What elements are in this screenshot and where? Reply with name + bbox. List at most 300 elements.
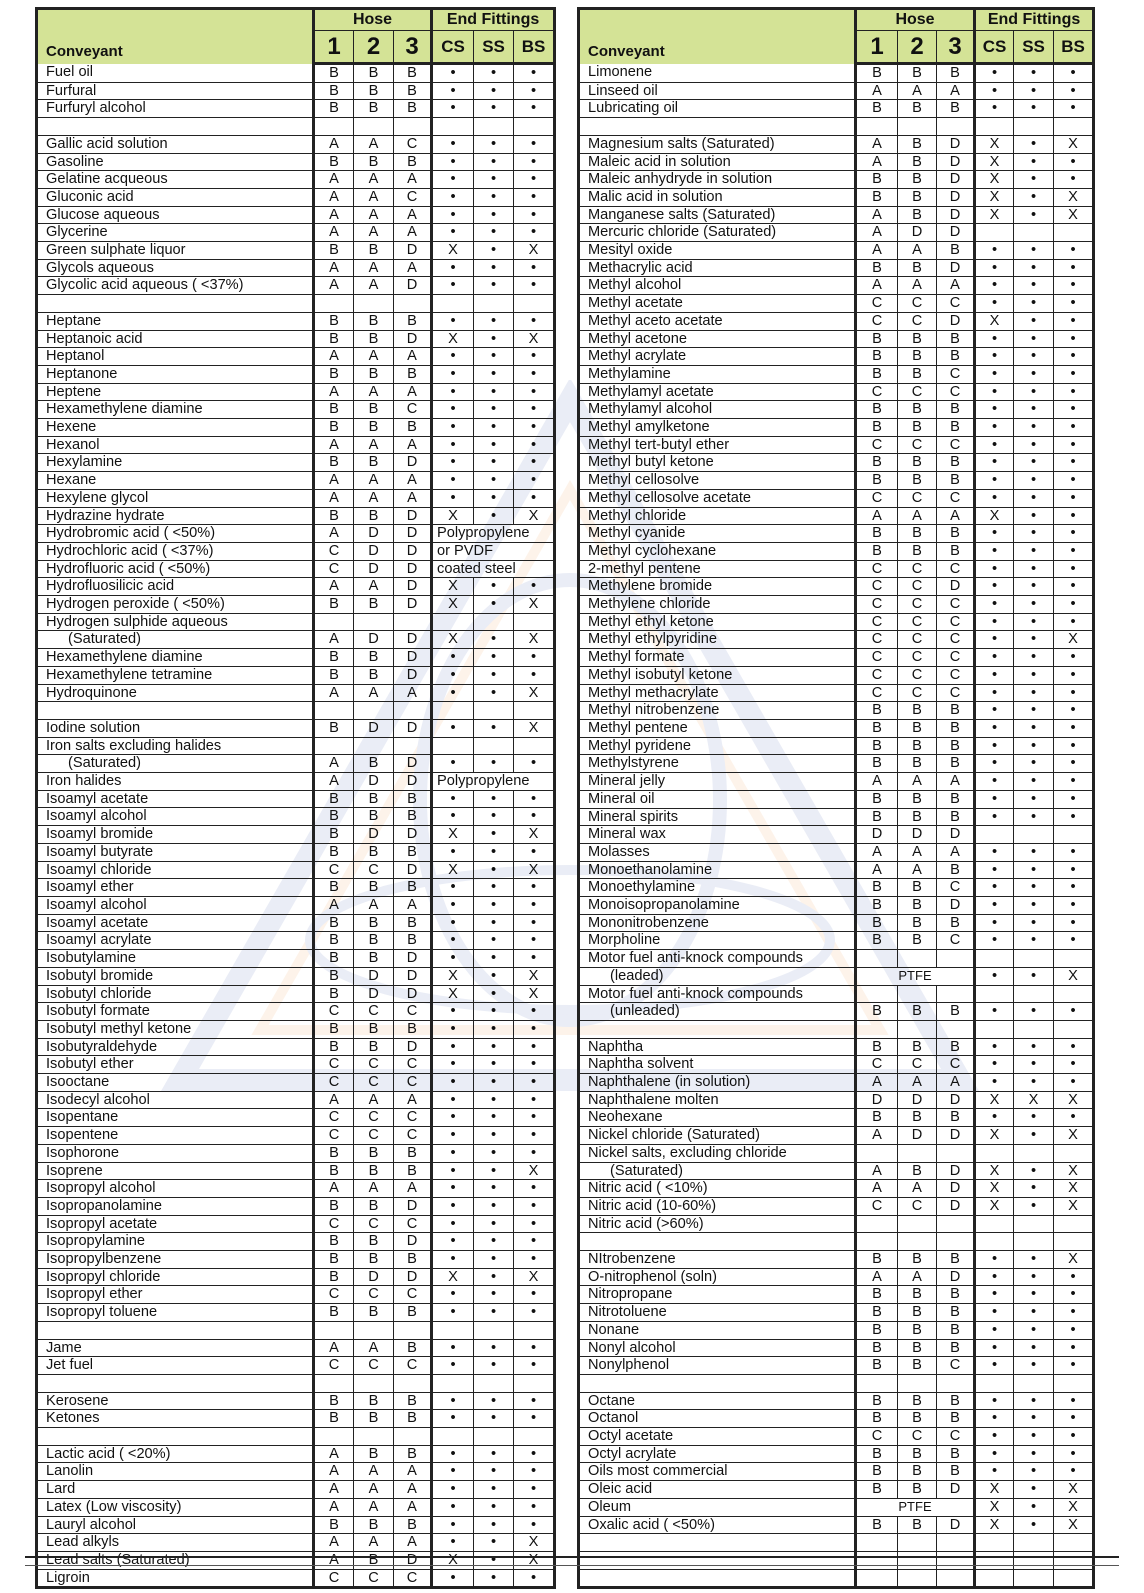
spacer-cell bbox=[975, 1569, 1014, 1588]
bs-fitting-cell: X bbox=[514, 507, 555, 525]
cs-fitting-cell: • bbox=[975, 879, 1014, 897]
end-fittings-header: End Fittings bbox=[432, 9, 555, 31]
hose-1-rating: B bbox=[314, 719, 354, 737]
hose-2-rating: A bbox=[354, 1534, 394, 1552]
ss-fitting-cell: • bbox=[1014, 578, 1054, 596]
conveyant-name: Glycerine bbox=[37, 224, 314, 242]
conveyant-name: Gallic acid solution bbox=[37, 135, 314, 153]
ss-fitting-cell: • bbox=[1014, 1074, 1054, 1092]
hose-1-rating: B bbox=[856, 542, 898, 560]
cs-fitting-cell: X bbox=[975, 1162, 1014, 1180]
hose-1-rating: A bbox=[314, 348, 354, 366]
hose-1-rating: B bbox=[856, 1445, 898, 1463]
hose-1-rating: B bbox=[314, 82, 354, 100]
hose-3-rating: B bbox=[937, 861, 975, 879]
hose-1-rating: C bbox=[856, 1056, 898, 1074]
hose-3-rating: B bbox=[394, 312, 432, 330]
hose-2-rating: C bbox=[898, 560, 937, 578]
ss-fitting-cell: • bbox=[474, 1534, 514, 1552]
hose-2-rating: B bbox=[354, 808, 394, 826]
hose-2-rating: C bbox=[898, 312, 937, 330]
hose-2-rating: A bbox=[354, 188, 394, 206]
hose-3-rating: C bbox=[937, 436, 975, 454]
hose-2-rating bbox=[354, 613, 394, 631]
hose-3-rating: C bbox=[394, 188, 432, 206]
cs-fitting-cell: • bbox=[975, 454, 1014, 472]
table-spacer-row bbox=[579, 1374, 1094, 1392]
ss-fitting-cell: • bbox=[1014, 1339, 1054, 1357]
ss-fitting-cell: • bbox=[474, 1162, 514, 1180]
hose-2-rating: B bbox=[354, 914, 394, 932]
bs-fitting-cell: • bbox=[1054, 1286, 1094, 1304]
cs-fitting-cell: • bbox=[432, 1109, 474, 1127]
bs-fitting-cell: • bbox=[514, 348, 555, 366]
hose-3-rating: C bbox=[394, 1074, 432, 1092]
hose-2-rating: A bbox=[354, 489, 394, 507]
table-row bbox=[579, 1091, 1094, 1109]
hose-1-rating: B bbox=[856, 1463, 898, 1481]
hose-3-rating: A bbox=[394, 1180, 432, 1198]
bs-fitting-cell: • bbox=[1054, 489, 1094, 507]
hose-2-rating: A bbox=[354, 578, 394, 596]
spacer-cell bbox=[37, 1374, 314, 1392]
hose-3-rating: A bbox=[394, 206, 432, 224]
table-row bbox=[37, 1197, 555, 1215]
hose-2-rating: B bbox=[354, 153, 394, 171]
bs-fitting-cell: • bbox=[514, 82, 555, 100]
conveyant-name: Lubricating oil bbox=[579, 100, 856, 118]
conveyant-name: Octyl acrylate bbox=[579, 1445, 856, 1463]
cs-fitting-cell: X bbox=[975, 171, 1014, 189]
conveyant-name: Isophorone bbox=[37, 1144, 314, 1162]
cs-fitting-cell: X bbox=[432, 1551, 474, 1569]
conveyant-name: Hydrofluosilicic acid bbox=[37, 578, 314, 596]
ss-fitting-cell: • bbox=[1014, 436, 1054, 454]
hose-2-rating: B bbox=[354, 365, 394, 383]
table-row bbox=[37, 1056, 555, 1074]
cs-header: CS bbox=[975, 31, 1014, 64]
ss-fitting-cell: • bbox=[474, 1233, 514, 1251]
conveyant-name: Hexylene glycol bbox=[37, 489, 314, 507]
hose-3-rating: B bbox=[937, 330, 975, 348]
conveyant-name: Mineral jelly bbox=[579, 773, 856, 791]
conveyant-name: Magnesium salts (Saturated) bbox=[579, 135, 856, 153]
bs-fitting-cell: • bbox=[1054, 525, 1094, 543]
ss-fitting-cell: • bbox=[474, 1268, 514, 1286]
hose-3-rating: D bbox=[394, 330, 432, 348]
hose-1-rating: B bbox=[314, 826, 354, 844]
spacer-cell bbox=[314, 1428, 354, 1446]
cs-fitting-cell: • bbox=[432, 719, 474, 737]
hose-3-rating: B bbox=[394, 1162, 432, 1180]
spacer-cell bbox=[37, 1428, 314, 1446]
hose-3-rating: B bbox=[394, 790, 432, 808]
hose-3-rating: A bbox=[394, 897, 432, 915]
hose-2-rating: A bbox=[898, 277, 937, 295]
ss-fitting-cell: • bbox=[1014, 277, 1054, 295]
bs-fitting-cell: X bbox=[514, 967, 555, 985]
ss-fitting-cell: • bbox=[474, 224, 514, 242]
bs-fitting-cell: • bbox=[514, 206, 555, 224]
table-row bbox=[579, 507, 1094, 525]
ss-fitting-cell bbox=[1014, 950, 1054, 968]
table-row bbox=[579, 790, 1094, 808]
ss-fitting-cell: • bbox=[1014, 967, 1054, 985]
hose-header: Hose bbox=[856, 9, 975, 31]
hose-1-rating: A bbox=[314, 489, 354, 507]
conveyant-name: Motor fuel anti-knock compounds bbox=[579, 985, 856, 1003]
hose-1-rating: B bbox=[856, 1038, 898, 1056]
bs-fitting-cell: • bbox=[514, 1233, 555, 1251]
hose-1-rating: B bbox=[314, 666, 354, 684]
hose-3-rating: D bbox=[394, 861, 432, 879]
hose-1-rating: A bbox=[856, 507, 898, 525]
hose-1-rating: A bbox=[314, 1339, 354, 1357]
ss-fitting-cell: • bbox=[1014, 1109, 1054, 1127]
hose-1-rating: B bbox=[856, 454, 898, 472]
hose-1-rating: B bbox=[314, 242, 354, 260]
hose-2-rating: A bbox=[898, 82, 937, 100]
table-row bbox=[579, 1003, 1094, 1021]
table-row bbox=[37, 1127, 555, 1145]
hose-1-rating: B bbox=[856, 365, 898, 383]
conveyant-name: Linseed oil bbox=[579, 82, 856, 100]
spacer-cell bbox=[314, 702, 354, 720]
spacer-cell bbox=[856, 1569, 898, 1588]
bs-fitting-cell: • bbox=[1054, 596, 1094, 614]
ss-fitting-cell bbox=[474, 613, 514, 631]
bs-fitting-cell: • bbox=[1054, 1003, 1094, 1021]
bs-fitting-cell: • bbox=[514, 135, 555, 153]
table-row bbox=[37, 206, 555, 224]
hose-2-rating: B bbox=[898, 525, 937, 543]
cs-fitting-cell: • bbox=[975, 100, 1014, 118]
hose-2-rating: B bbox=[354, 879, 394, 897]
ss-fitting-cell: • bbox=[1014, 720, 1054, 738]
conveyant-name: Methyl chloride bbox=[579, 507, 856, 525]
hose-3-rating: C bbox=[937, 631, 975, 649]
conveyant-name: Hexene bbox=[37, 419, 314, 437]
hose-1-rating: B bbox=[856, 472, 898, 490]
cs-fitting-cell: • bbox=[432, 472, 474, 490]
hose-1-rating: B bbox=[314, 401, 354, 419]
hose-3-rating: C bbox=[937, 489, 975, 507]
ss-fitting-cell: • bbox=[474, 1481, 514, 1499]
hose-2-rating: B bbox=[354, 1516, 394, 1534]
table-row bbox=[37, 1304, 555, 1322]
hose-3-rating: B bbox=[937, 1251, 975, 1269]
table-row bbox=[579, 1392, 1094, 1410]
cs-fitting-cell: • bbox=[432, 436, 474, 454]
bs-fitting-cell: • bbox=[514, 578, 555, 596]
hose-1-rating: B bbox=[314, 1162, 354, 1180]
hose-3-rating: B bbox=[394, 1410, 432, 1428]
cs-fitting-cell: • bbox=[432, 1197, 474, 1215]
table-row bbox=[37, 348, 555, 366]
conveyant-name: Hexamethylene tetramine bbox=[37, 666, 314, 684]
hose-1-rating: B bbox=[314, 1268, 354, 1286]
cs-fitting-cell: X bbox=[975, 153, 1014, 171]
table-row bbox=[579, 401, 1094, 419]
hose-1-rating: B bbox=[314, 967, 354, 985]
conveyant-name: Lauryl alcohol bbox=[37, 1516, 314, 1534]
cs-fitting-cell: • bbox=[432, 1569, 474, 1588]
bs-fitting-cell: X bbox=[514, 826, 555, 844]
ss-fitting-cell: • bbox=[1014, 1180, 1054, 1198]
hose-1-rating: A bbox=[314, 188, 354, 206]
conveyant-header: Conveyant bbox=[37, 9, 314, 64]
hose-2-rating: C bbox=[898, 1197, 937, 1215]
table-row bbox=[37, 649, 555, 667]
hose-3-rating: B bbox=[394, 1251, 432, 1269]
ss-fitting-cell: • bbox=[474, 1144, 514, 1162]
ss-fitting-cell: • bbox=[474, 826, 514, 844]
bs-fitting-cell: • bbox=[1054, 330, 1094, 348]
ss-fitting-cell: • bbox=[474, 1020, 514, 1038]
hose-3-rating: B bbox=[937, 472, 975, 490]
table-row bbox=[579, 1144, 1094, 1162]
hose-3-rating: C bbox=[937, 1428, 975, 1446]
table-row bbox=[37, 1215, 555, 1233]
cs-fitting-cell: • bbox=[975, 1268, 1014, 1286]
ss-fitting-cell: • bbox=[1014, 843, 1054, 861]
hose-3-rating: B bbox=[937, 1003, 975, 1021]
spacer-cell bbox=[354, 1374, 394, 1392]
bs-fitting-cell: • bbox=[514, 1074, 555, 1092]
conveyant-name: Nitric acid (>60%) bbox=[579, 1215, 856, 1233]
cs-fitting-cell: • bbox=[975, 348, 1014, 366]
ss-fitting-cell: • bbox=[474, 1197, 514, 1215]
table-row bbox=[37, 861, 555, 879]
hose-1-rating: A bbox=[314, 259, 354, 277]
bs-fitting-cell: • bbox=[1054, 613, 1094, 631]
hose-2-rating: C bbox=[898, 684, 937, 702]
hose-3-rating: D bbox=[394, 985, 432, 1003]
conveyant-name: Methyl isobutyl ketone bbox=[579, 666, 856, 684]
ss-fitting-cell: • bbox=[1014, 206, 1054, 224]
hose-3-rating: A bbox=[394, 1481, 432, 1499]
hose-3-rating: D bbox=[394, 1038, 432, 1056]
hose-3-rating: C bbox=[937, 666, 975, 684]
hose-3-rating: C bbox=[937, 649, 975, 667]
hose-1-rating: D bbox=[856, 826, 898, 844]
conveyant-name: Hydroquinone bbox=[37, 684, 314, 702]
ss-fitting-cell: • bbox=[474, 596, 514, 614]
hose-3-rating: C bbox=[394, 1056, 432, 1074]
fitting-note: or PVDF bbox=[432, 542, 555, 560]
table-row bbox=[579, 649, 1094, 667]
ss-fitting-cell: • bbox=[474, 1551, 514, 1569]
hose-col-1-header: 1 bbox=[314, 31, 354, 64]
ss-fitting-cell: • bbox=[474, 507, 514, 525]
table-row bbox=[37, 843, 555, 861]
hose-2-rating: A bbox=[354, 348, 394, 366]
hose-3-rating: D bbox=[394, 1551, 432, 1569]
hose-3-rating: B bbox=[937, 1339, 975, 1357]
bs-fitting-cell: • bbox=[514, 1127, 555, 1145]
conveyant-name: Hexane bbox=[37, 472, 314, 490]
hose-3-rating: D bbox=[937, 188, 975, 206]
table-row bbox=[37, 1569, 555, 1588]
bs-fitting-cell: • bbox=[514, 365, 555, 383]
cs-fitting-cell: X bbox=[975, 1481, 1014, 1499]
bs-fitting-cell: • bbox=[514, 1498, 555, 1516]
cs-fitting-cell: • bbox=[432, 1215, 474, 1233]
ss-fitting-cell: • bbox=[1014, 1056, 1054, 1074]
hose-3-rating: D bbox=[937, 259, 975, 277]
hose-1-rating: A bbox=[314, 1091, 354, 1109]
bs-fitting-cell: • bbox=[1054, 1109, 1094, 1127]
ss-fitting-cell bbox=[1014, 1215, 1054, 1233]
hose-2-rating: B bbox=[898, 64, 937, 83]
cs-fitting-cell: X bbox=[432, 967, 474, 985]
cs-fitting-cell: • bbox=[432, 950, 474, 968]
hose-2-rating: C bbox=[898, 631, 937, 649]
table-row bbox=[37, 1286, 555, 1304]
table-row bbox=[579, 419, 1094, 437]
hose-1-rating: C bbox=[856, 596, 898, 614]
cs-fitting-cell: • bbox=[432, 1286, 474, 1304]
conveyant-name: Heptene bbox=[37, 383, 314, 401]
ss-fitting-cell: • bbox=[1014, 171, 1054, 189]
hose-3-rating: A bbox=[394, 436, 432, 454]
conveyant-name: Isobutylamine bbox=[37, 950, 314, 968]
compatibility-table-left bbox=[35, 7, 556, 1589]
table-row bbox=[579, 720, 1094, 738]
conveyant-name: Oxalic acid ( <50%) bbox=[579, 1516, 856, 1534]
hose-1-rating: B bbox=[314, 932, 354, 950]
bs-fitting-cell: X bbox=[1054, 206, 1094, 224]
bs-header: BS bbox=[514, 31, 555, 64]
table-row bbox=[579, 312, 1094, 330]
bs-fitting-cell: • bbox=[514, 932, 555, 950]
bs-fitting-cell: • bbox=[1054, 666, 1094, 684]
table-row bbox=[37, 631, 555, 649]
bs-fitting-cell: X bbox=[514, 330, 555, 348]
table-row bbox=[579, 330, 1094, 348]
cs-fitting-cell: • bbox=[975, 808, 1014, 826]
spacer-cell bbox=[1014, 1569, 1054, 1588]
cs-fitting-cell: • bbox=[975, 64, 1014, 83]
spacer-cell bbox=[856, 1233, 898, 1251]
spacer-cell bbox=[579, 1551, 856, 1569]
bs-fitting-cell bbox=[1054, 985, 1094, 1003]
cs-fitting-cell bbox=[975, 826, 1014, 844]
hose-3-rating: A bbox=[937, 773, 975, 791]
table-spacer-row bbox=[37, 1321, 555, 1339]
hose-3-rating: B bbox=[394, 1304, 432, 1322]
hose-3-rating: B bbox=[394, 1445, 432, 1463]
conveyant-name: Isoprene bbox=[37, 1162, 314, 1180]
conveyant-name: Furfural bbox=[37, 82, 314, 100]
spacer-cell bbox=[975, 118, 1014, 136]
hose-2-rating: B bbox=[898, 188, 937, 206]
conveyant-name: Methylstyrene bbox=[579, 755, 856, 773]
hose-3-rating: A bbox=[394, 171, 432, 189]
hose-1-rating: B bbox=[314, 100, 354, 118]
table-row bbox=[579, 472, 1094, 490]
ss-fitting-cell: • bbox=[474, 1286, 514, 1304]
spacer-cell bbox=[514, 1321, 555, 1339]
ss-fitting-cell: • bbox=[474, 383, 514, 401]
cs-fitting-cell: • bbox=[432, 843, 474, 861]
hose-3-rating: D bbox=[394, 950, 432, 968]
bs-fitting-cell: X bbox=[1054, 631, 1094, 649]
ss-fitting-cell: • bbox=[1014, 596, 1054, 614]
cs-fitting-cell: • bbox=[975, 1286, 1014, 1304]
bs-fitting-cell: • bbox=[514, 790, 555, 808]
spacer-cell bbox=[474, 118, 514, 136]
hose-2-rating: B bbox=[354, 649, 394, 667]
hose-3-rating: C bbox=[937, 383, 975, 401]
table-row bbox=[579, 1481, 1094, 1499]
cs-fitting-cell: X bbox=[975, 135, 1014, 153]
table-row bbox=[37, 401, 555, 419]
hose-2-rating: C bbox=[354, 1357, 394, 1375]
spacer-cell bbox=[432, 1374, 474, 1392]
cs-fitting-cell: • bbox=[975, 666, 1014, 684]
hose-2-rating: B bbox=[898, 1463, 937, 1481]
spacer-cell bbox=[579, 1374, 856, 1392]
bs-fitting-cell: • bbox=[514, 1286, 555, 1304]
table-row bbox=[37, 1357, 555, 1375]
table-row bbox=[579, 1498, 1094, 1516]
cs-fitting-cell: • bbox=[975, 790, 1014, 808]
ss-fitting-cell: • bbox=[474, 1180, 514, 1198]
conveyant-name: Isopropanolamine bbox=[37, 1197, 314, 1215]
bs-fitting-cell: • bbox=[1054, 861, 1094, 879]
hose-3-rating: D bbox=[937, 1180, 975, 1198]
hose-col-2-header: 2 bbox=[898, 31, 937, 64]
hose-3-rating: B bbox=[937, 1038, 975, 1056]
spacer-cell bbox=[314, 118, 354, 136]
table-row bbox=[37, 1091, 555, 1109]
hose-1-rating: A bbox=[314, 1445, 354, 1463]
conveyant-name: Isoamyl acrylate bbox=[37, 932, 314, 950]
conveyant-name: Ligroin bbox=[37, 1569, 314, 1588]
bs-fitting-cell: • bbox=[514, 489, 555, 507]
conveyant-name: Lard bbox=[37, 1481, 314, 1499]
hose-2-rating: B bbox=[898, 897, 937, 915]
conveyant-name: Isoamyl acetate bbox=[37, 914, 314, 932]
bs-fitting-cell: • bbox=[514, 808, 555, 826]
table-row bbox=[37, 1144, 555, 1162]
hose-3-rating: D bbox=[937, 1127, 975, 1145]
cs-fitting-cell: X bbox=[975, 1180, 1014, 1198]
table-row bbox=[579, 348, 1094, 366]
hose-3-rating: B bbox=[394, 82, 432, 100]
hose-1-rating: C bbox=[314, 1286, 354, 1304]
hose-3-rating: B bbox=[394, 1020, 432, 1038]
spacer-cell bbox=[975, 1534, 1014, 1552]
cs-fitting-cell: • bbox=[975, 330, 1014, 348]
hose-1-rating: B bbox=[856, 1304, 898, 1322]
table-row bbox=[579, 100, 1094, 118]
spacer-cell bbox=[514, 1428, 555, 1446]
ss-fitting-cell: • bbox=[474, 1251, 514, 1269]
cs-fitting-cell: X bbox=[432, 826, 474, 844]
cs-fitting-cell: • bbox=[432, 224, 474, 242]
cs-fitting-cell: • bbox=[975, 897, 1014, 915]
table-row bbox=[37, 419, 555, 437]
ss-fitting-cell: • bbox=[1014, 401, 1054, 419]
ss-fitting-cell: • bbox=[1014, 1127, 1054, 1145]
bs-fitting-cell: • bbox=[514, 472, 555, 490]
hose-header: Hose bbox=[314, 9, 432, 31]
cs-fitting-cell: • bbox=[975, 932, 1014, 950]
cs-fitting-cell: • bbox=[432, 64, 474, 83]
conveyant-name: Ketones bbox=[37, 1410, 314, 1428]
